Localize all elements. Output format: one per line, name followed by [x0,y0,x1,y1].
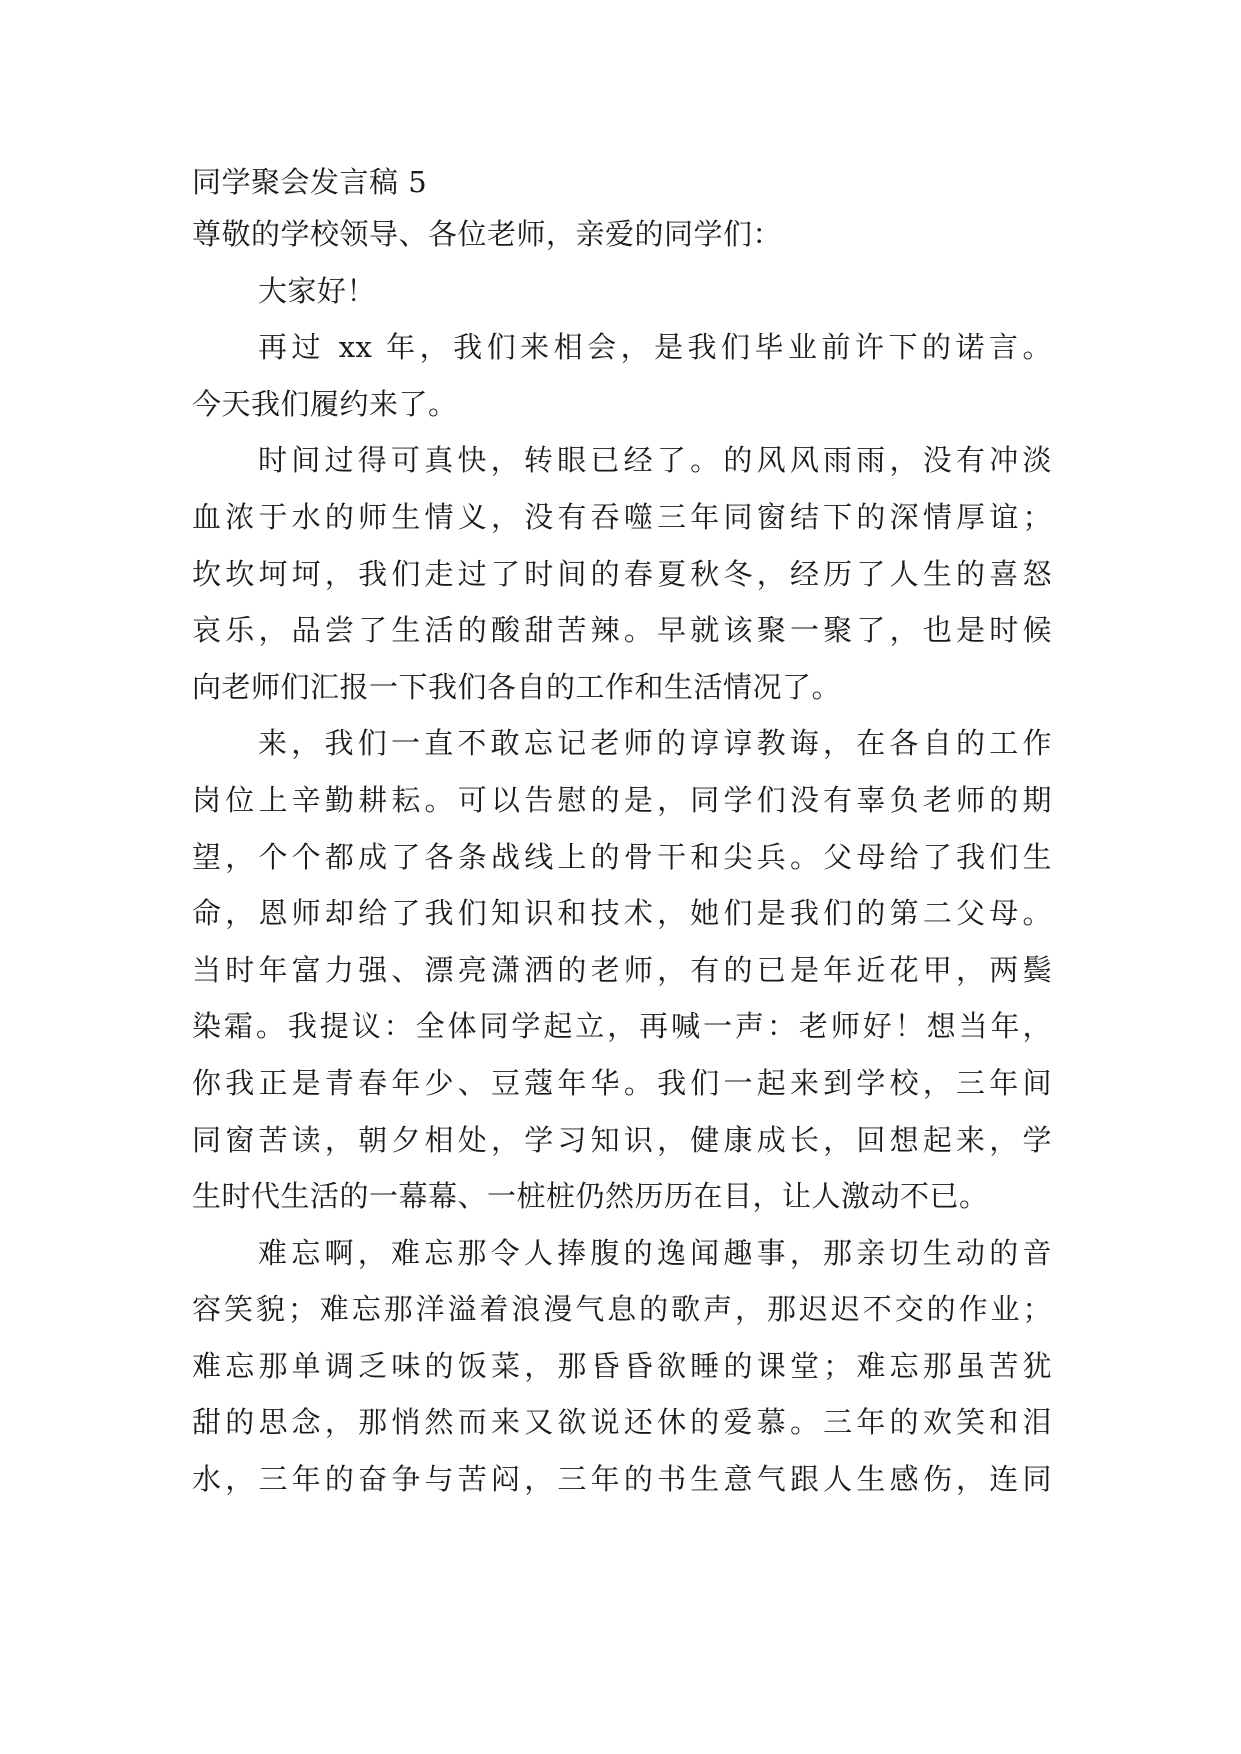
text-line: 你我正是青春年少、豆蔻年华。我们一起来到学校，三年间 [192,1065,1052,1100]
text-line: 哀乐，品尝了生活的酸甜苦辣。早就该聚一聚了，也是时候 [192,613,1052,648]
text-line: 坎坎坷坷，我们走过了时间的春夏秋冬，经历了人生的喜怒 [192,556,1052,591]
text-line: 甜的思念，那悄然而来又欲说还休的爱慕。三年的欢笑和泪 [192,1405,1052,1440]
text-line: 时间过得可真快，转眼已经了。的风风雨雨，没有冲淡 [258,443,1052,478]
text-line: 今天我们履约来了。 [192,386,458,421]
text-line: 难忘啊，难忘那令人捧腹的逸闻趣事，那亲切生动的音 [258,1235,1052,1270]
text-line: 望，个个都成了各条战线上的骨干和尖兵。父母给了我们生 [192,839,1052,874]
document-body [192,206,1052,1508]
document-title: 同学聚会发言稿 5 [192,165,428,199]
text-line: 容笑貌；难忘那洋溢着浪漫气息的歌声，那迟迟不交的作业； [192,1292,1052,1327]
document-page [192,162,1052,1508]
text-line: 命，恩师却给了我们知识和技术，她们是我们的第二父母。 [192,896,1052,931]
text-line: 向老师们汇报一下我们各自的工作和生活情况了。 [192,669,842,704]
text-line: 大家好！ [258,273,377,308]
text-line: 水，三年的奋争与苦闷，三年的书生意气跟人生感伤，连同 [192,1462,1052,1497]
text-line: 难忘那单调乏味的饭菜，那昏昏欲睡的课堂；难忘那虽苦犹 [192,1348,1052,1383]
text-line: 再过 xx 年，我们来相会，是我们毕业前许下的诺言。 [258,330,1052,365]
text-line: 生时代生活的一幕幕、一桩桩仍然历历在目，让人激动不已。 [192,1179,989,1214]
text-line: 岗位上辛勤耕耘。可以告慰的是，同学们没有辜负老师的期 [192,782,1052,817]
text-line: 染霜。我提议：全体同学起立，再喊一声：老师好！想当年， [192,1009,1052,1044]
text-line: 血浓于水的师生情义，没有吞噬三年同窗结下的深情厚谊； [192,499,1052,534]
text-line: 尊敬的学校领导、各位老师，亲爱的同学们： [192,217,783,251]
text-line: 来，我们一直不敢忘记老师的谆谆教诲，在各自的工作 [258,726,1052,761]
text-line: 当时年富力强、漂亮潇洒的老师，有的已是年近花甲，两鬓 [192,952,1052,987]
text-line: 同窗苦读，朝夕相处，学习知识，健康成长，回想起来，学 [192,1122,1052,1157]
